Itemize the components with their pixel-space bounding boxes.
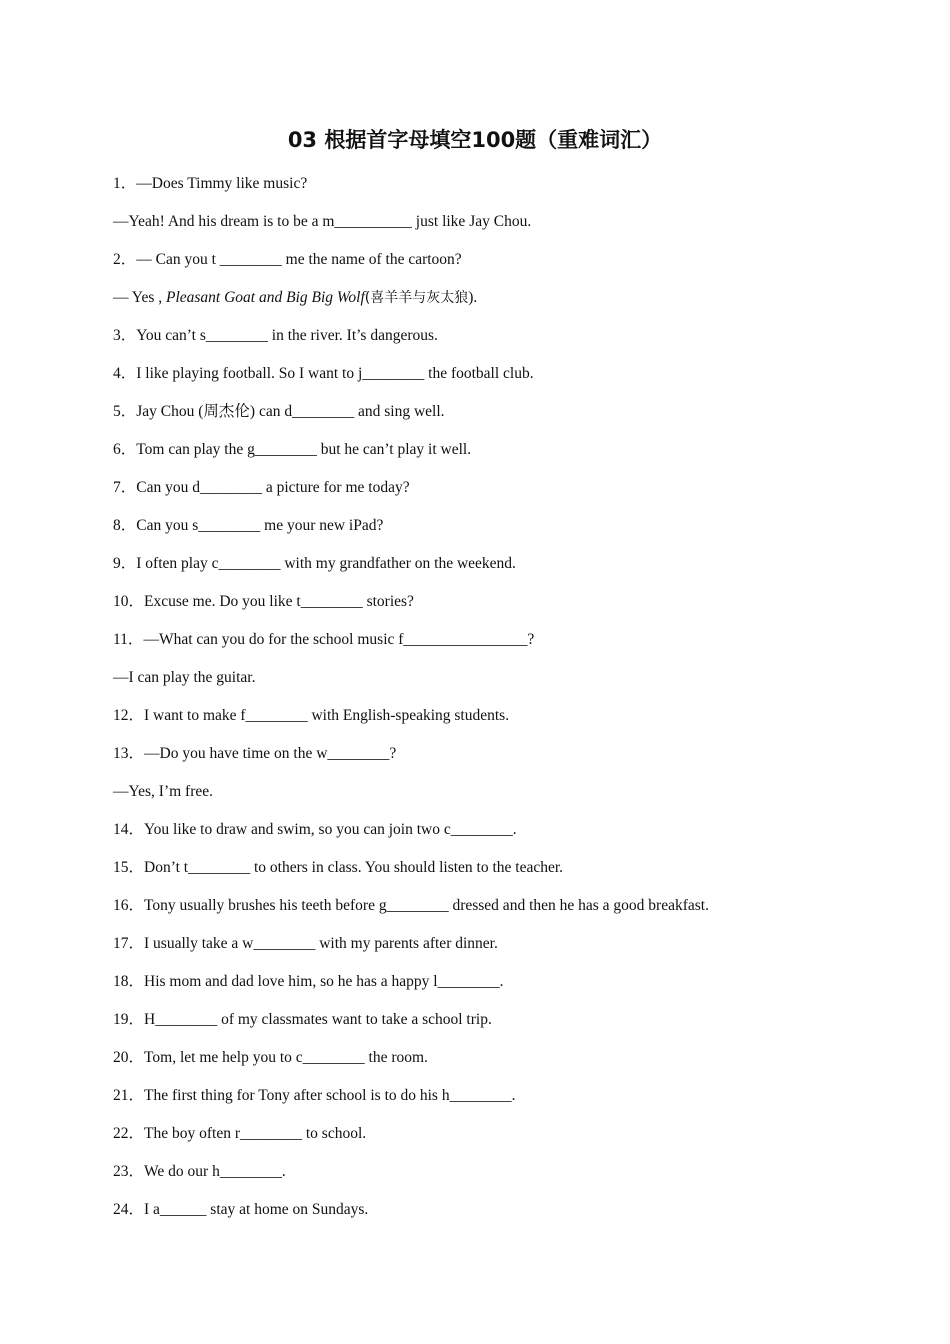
- question-number: 8．: [113, 517, 137, 534]
- answer-line: [113, 286, 477, 310]
- answer-text: —Yes, I’m free.: [113, 783, 214, 800]
- question-text: Can you d________ a picture for me today?: [136, 479, 410, 496]
- question-number: 1．: [113, 175, 137, 192]
- question-line: [113, 476, 410, 500]
- question-number: 12．: [113, 707, 145, 724]
- question-number: 19．: [113, 1011, 145, 1028]
- answer-line: [113, 210, 531, 234]
- question-line: [113, 818, 517, 842]
- answer-line: [113, 780, 213, 804]
- answer-tail: ).: [468, 289, 478, 306]
- question-text: —Do you have time on the w________?: [144, 745, 397, 762]
- question-line: [113, 438, 471, 462]
- question-number: 3．: [113, 327, 137, 344]
- question-line: [113, 248, 462, 272]
- question-number: 14．: [113, 821, 145, 838]
- question-line: [113, 1046, 428, 1070]
- question-text: We do our h________.: [144, 1163, 286, 1180]
- question-text: The first thing for Tony after school is to do his h________.: [144, 1087, 516, 1104]
- question-number: 10．: [113, 593, 145, 610]
- question-number: 20．: [113, 1049, 145, 1066]
- question-text: I often play c________ with my grandfather on the weekend.: [136, 555, 516, 572]
- question-number: 24．: [113, 1201, 145, 1218]
- question-text: Don’t t________ to others in class. You should listen to the teacher.: [144, 859, 564, 876]
- question-text: I a______ stay at home on Sundays.: [144, 1201, 369, 1218]
- answer-line: [113, 666, 255, 690]
- answer-text: — Yes ,: [113, 289, 166, 306]
- question-number: 21．: [113, 1087, 145, 1104]
- question-number: 5．: [113, 403, 137, 420]
- question-line: [113, 742, 396, 766]
- question-text: I like playing football. So I want to j________ the football club.: [136, 365, 534, 382]
- question-text: The boy often r________ to school.: [144, 1125, 367, 1142]
- question-text: Can you s________ me your new iPad?: [136, 517, 384, 534]
- question-line: [113, 894, 709, 918]
- question-number: 16．: [113, 897, 145, 914]
- question-line: [113, 628, 534, 652]
- question-text: You like to draw and swim, so you can join two c________.: [144, 821, 517, 838]
- question-line: [113, 1198, 368, 1222]
- question-number: 11．: [113, 631, 144, 648]
- page-title: 03 根据首字母填空100题（重难词汇）: [287, 128, 663, 152]
- question-text: H________ of my classmates want to take a school trip.: [144, 1011, 492, 1028]
- question-line: [113, 704, 509, 728]
- question-text: I want to make f________ with English-speaking students.: [144, 707, 510, 724]
- question-line: [113, 856, 563, 880]
- question-line: [113, 932, 498, 956]
- question-line: [113, 172, 307, 196]
- question-line: [113, 970, 503, 994]
- question-line: [113, 514, 383, 538]
- cartoon-title: Pleasant Goat and Big Big Wolf: [165, 289, 365, 306]
- question-text: I usually take a w________ with my parents after dinner.: [144, 935, 498, 952]
- question-text: Tony usually brushes his teeth before g________ dressed and then he has a good breakfast.: [144, 897, 709, 914]
- question-line: [113, 1160, 286, 1184]
- question-text: —What can you do for the school music f________________?: [143, 631, 535, 648]
- question-text: His mom and dad love him, so he has a happy l________.: [144, 973, 504, 990]
- question-line: [113, 1008, 492, 1032]
- question-number: 13．: [113, 745, 145, 762]
- question-text: Jay Chou (周杰伦) can d________ and sing well.: [136, 403, 445, 420]
- question-number: 17．: [113, 935, 145, 952]
- question-text: Tom, let me help you to c________ the room.: [144, 1049, 428, 1066]
- question-text: — Can you t ________ me the name of the cartoon?: [136, 251, 462, 268]
- question-number: 6．: [113, 441, 137, 458]
- answer-text: —I can play the guitar.: [113, 669, 256, 686]
- question-text: Excuse me. Do you like t________ stories?: [144, 593, 414, 610]
- question-text: Tom can play the g________ but he can’t play it well.: [136, 441, 472, 458]
- question-number: 9．: [113, 555, 137, 572]
- question-number: 15．: [113, 859, 145, 876]
- question-line: [113, 324, 438, 348]
- question-number: 2．: [113, 251, 137, 268]
- question-line: [113, 590, 414, 614]
- question-line: [113, 400, 445, 424]
- cartoon-title-chinese: (喜羊羊与灰太狼: [364, 290, 469, 306]
- question-number: 4．: [113, 365, 137, 382]
- question-number: 22．: [113, 1125, 145, 1142]
- question-number: 18．: [113, 973, 145, 990]
- answer-text: —Yeah! And his dream is to be a m__________ just like Jay Chou.: [113, 213, 532, 230]
- question-line: [113, 362, 534, 386]
- question-text: You can’t s________ in the river. It’s dangerous.: [136, 327, 438, 344]
- question-line: [113, 1122, 366, 1146]
- question-line: [113, 1084, 515, 1108]
- question-line: [113, 552, 516, 576]
- question-number: 7．: [113, 479, 137, 496]
- question-number: 23．: [113, 1163, 145, 1180]
- question-text: —Does Timmy like music?: [136, 175, 308, 192]
